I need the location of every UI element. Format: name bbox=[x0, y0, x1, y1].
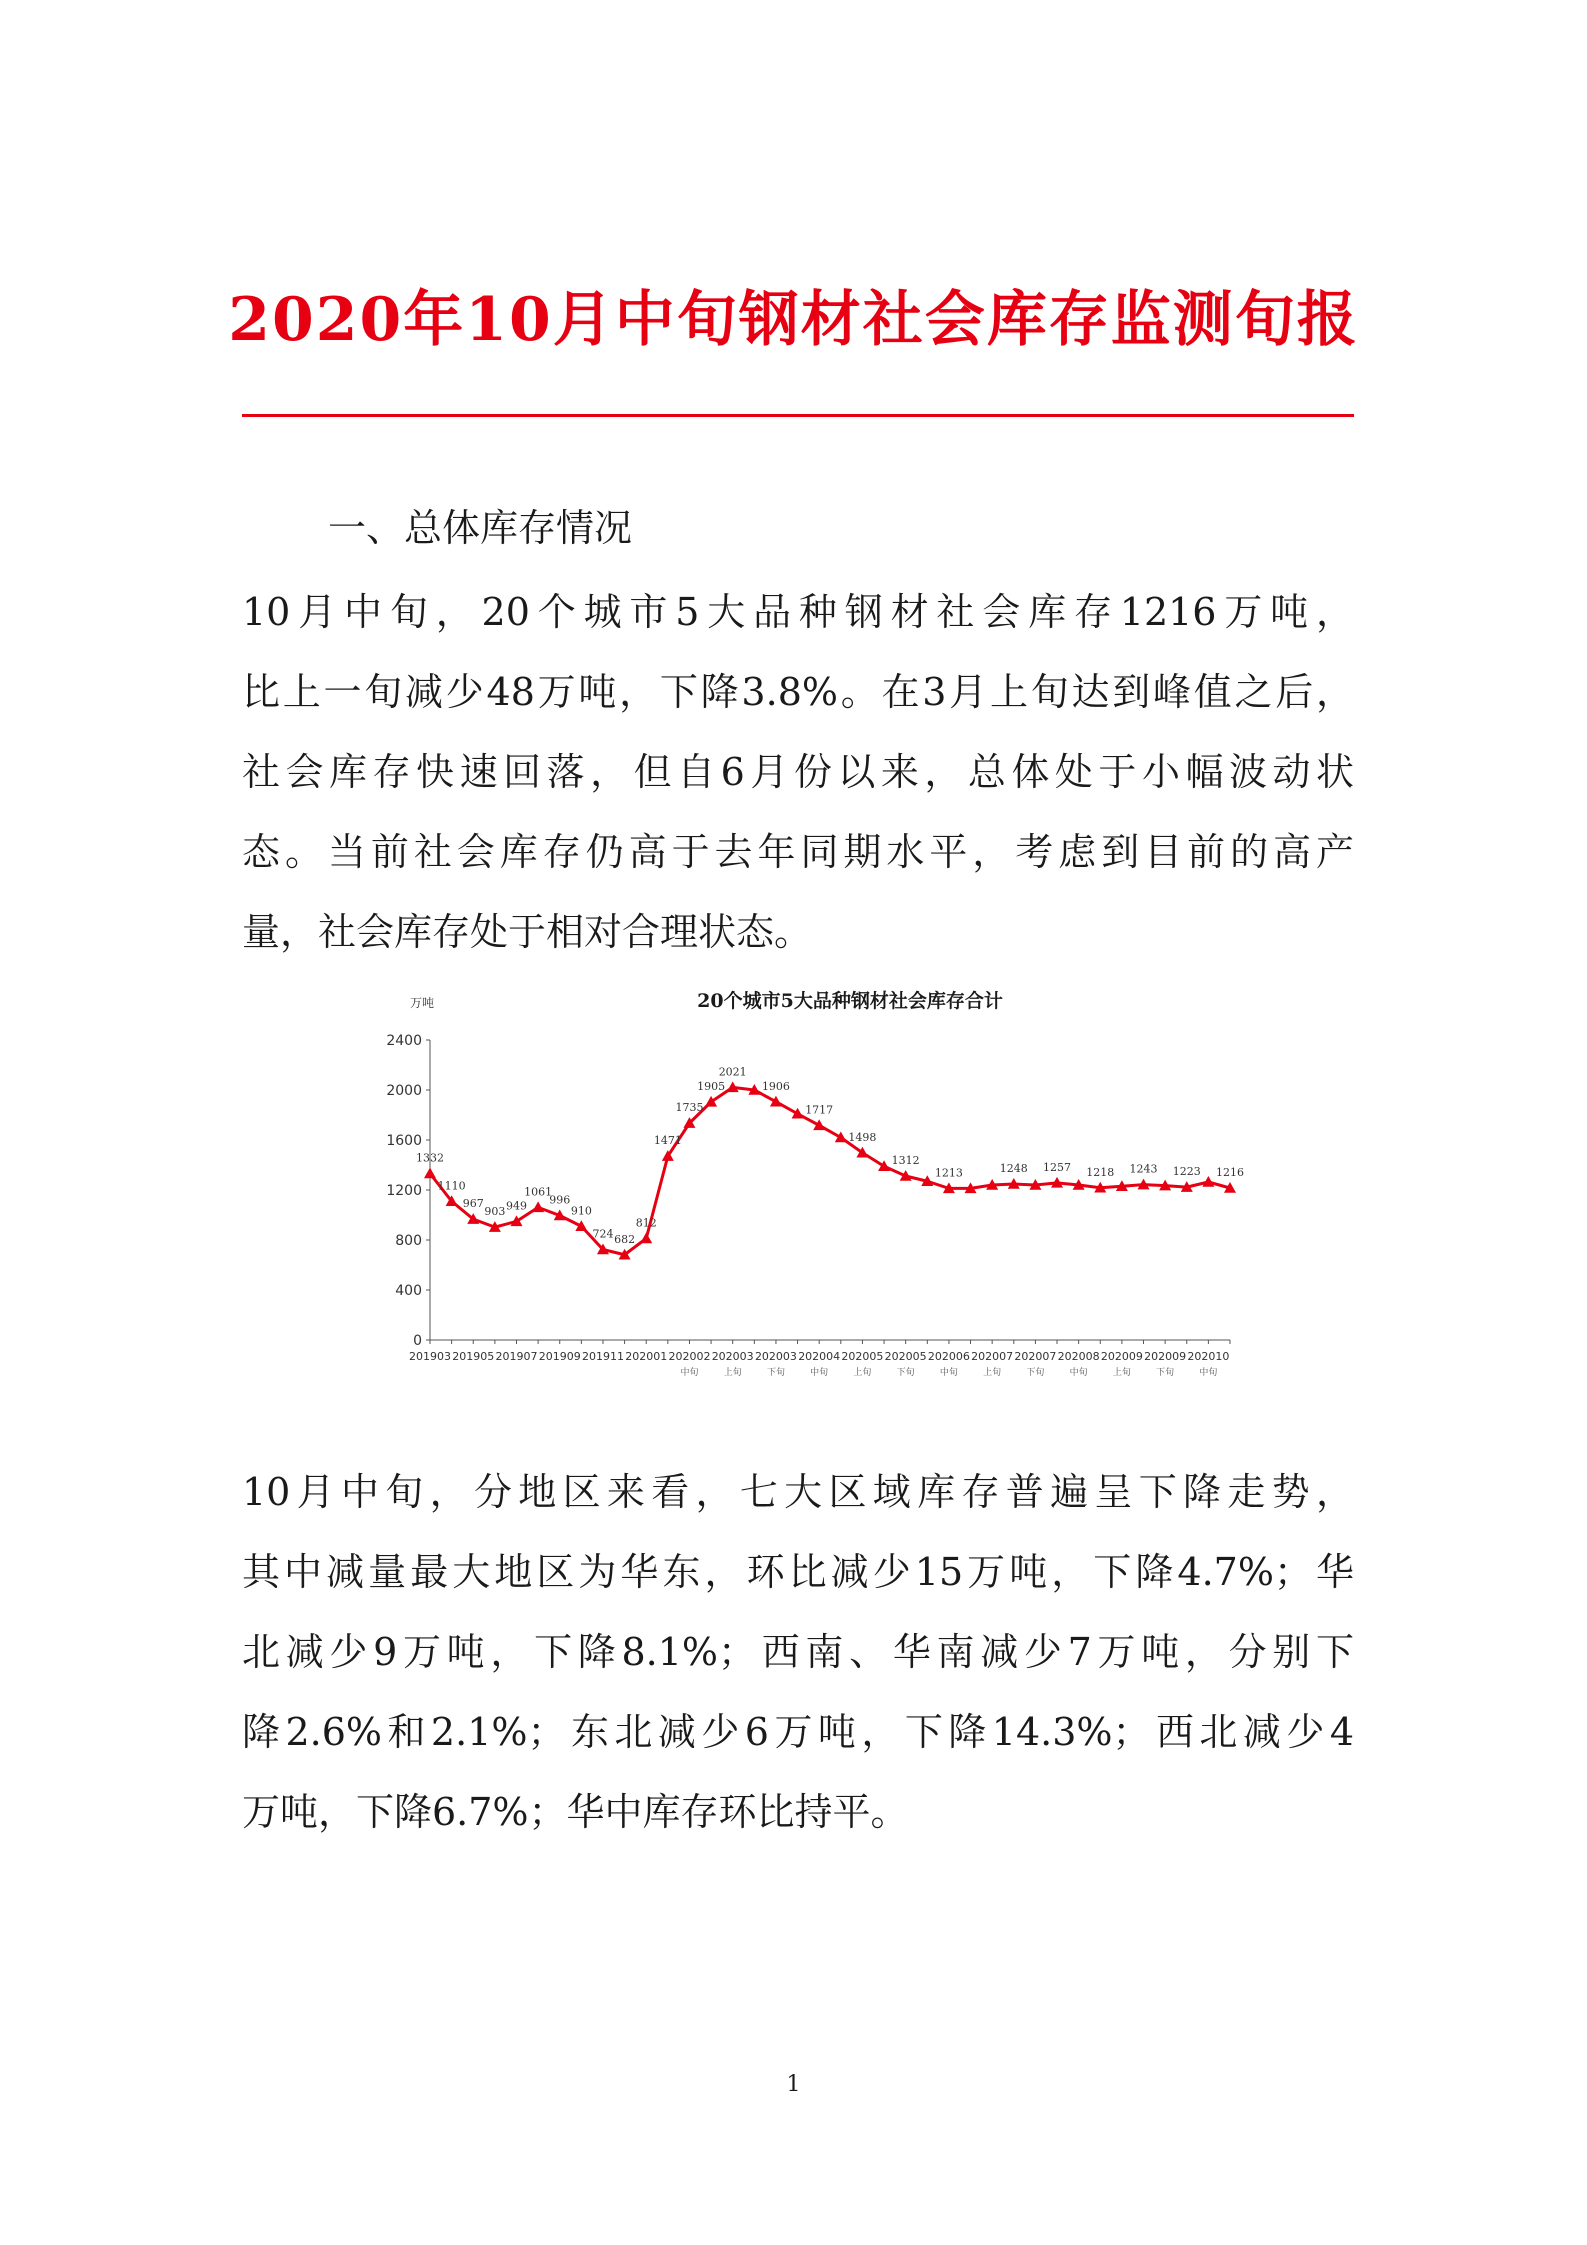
x-tick-label: 202003 bbox=[754, 1350, 797, 1363]
paragraph-line: 社会库存快速回落，但自6月份以来，总体处于小幅波动状 bbox=[242, 750, 1354, 794]
x-tick-label: 201903 bbox=[409, 1350, 451, 1363]
title-divider bbox=[242, 414, 1354, 417]
x-tick-sublabel: 下旬 bbox=[1156, 1368, 1175, 1378]
x-tick-sublabel: 中旬 bbox=[1199, 1368, 1218, 1378]
x-tick-sublabel: 中旬 bbox=[680, 1368, 699, 1378]
x-tick-sublabel: 下旬 bbox=[896, 1368, 915, 1378]
y-tick-label: 1600 bbox=[386, 1133, 422, 1149]
chart-title: 20个城市5大品种钢材社会库存合计 bbox=[697, 990, 1003, 1012]
document-title: 2020年10月中旬钢材社会库存监测旬报 bbox=[228, 285, 1359, 355]
data-label: 1717 bbox=[805, 1103, 834, 1117]
x-tick-label: 202009 bbox=[1144, 1350, 1187, 1363]
x-tick-label: 201905 bbox=[452, 1350, 495, 1363]
data-point-marker bbox=[532, 1201, 544, 1212]
data-point-marker bbox=[792, 1108, 804, 1119]
x-tick-label: 202007 bbox=[1014, 1350, 1057, 1363]
x-tick-label: 202005 bbox=[841, 1350, 884, 1363]
x-tick-sublabel: 中旬 bbox=[1069, 1368, 1088, 1378]
x-tick-label: 201911 bbox=[581, 1350, 624, 1363]
x-tick-sublabel: 上旬 bbox=[853, 1368, 872, 1378]
data-label: 1332 bbox=[416, 1151, 444, 1165]
paragraph-regional-inventory bbox=[242, 1452, 1354, 1852]
chart-y-unit-label: 万吨 bbox=[410, 996, 435, 1010]
y-tick-label: 400 bbox=[395, 1283, 422, 1299]
x-tick-label: 202006 bbox=[927, 1350, 970, 1363]
y-tick-label: 2400 bbox=[386, 1033, 422, 1049]
x-tick-label: 202001 bbox=[625, 1350, 668, 1363]
x-tick-label: 202008 bbox=[1057, 1350, 1100, 1363]
data-label: 910 bbox=[570, 1204, 592, 1218]
data-label: 949 bbox=[505, 1199, 527, 1213]
paragraph-line: 其中减量最大地区为华东，环比减少15万吨，下降4.7%；华 bbox=[242, 1550, 1354, 1594]
x-axis bbox=[409, 1340, 1230, 1378]
data-label: 2021 bbox=[718, 1065, 747, 1079]
data-point-marker bbox=[835, 1132, 847, 1143]
data-point-marker bbox=[640, 1233, 652, 1244]
x-tick-label: 202002 bbox=[668, 1350, 711, 1363]
paragraph-line: 降2.6%和2.1%；东北减少6万吨，下降14.3%；西北减少4 bbox=[242, 1710, 1354, 1754]
data-label: 1061 bbox=[524, 1185, 553, 1199]
data-label: 1218 bbox=[1086, 1165, 1115, 1179]
data-label: 1498 bbox=[848, 1130, 877, 1144]
x-tick-label: 202004 bbox=[798, 1350, 841, 1363]
paragraph-overall-inventory bbox=[242, 572, 1354, 972]
section-heading: 一、总体库存情况 bbox=[328, 506, 633, 550]
data-point-marker bbox=[1202, 1176, 1214, 1187]
x-tick-sublabel: 上旬 bbox=[723, 1368, 742, 1378]
x-tick-sublabel: 下旬 bbox=[766, 1368, 785, 1378]
data-label: 682 bbox=[614, 1232, 636, 1246]
x-tick-label: 202009 bbox=[1100, 1350, 1143, 1363]
chart-svg bbox=[380, 985, 1260, 1390]
data-label: 996 bbox=[549, 1193, 571, 1207]
x-tick-label: 202007 bbox=[971, 1350, 1014, 1363]
paragraph-line: 10月中旬，分地区来看，七大区域库存普遍呈下降走势， bbox=[242, 1470, 1354, 1514]
paragraph-line: 北减少9万吨，下降8.1%；西南、华南减少7万吨，分别下 bbox=[242, 1630, 1354, 1674]
paragraph-line: 态。当前社会库存仍高于去年同期水平，考虑到目前的高产 bbox=[242, 830, 1354, 874]
paragraph-line: 万吨，下降6.7%；华中库存环比持平。 bbox=[242, 1790, 909, 1834]
paragraph-line: 比上一旬减少48万吨，下降3.8%。在3月上旬达到峰值之后， bbox=[242, 670, 1354, 714]
y-tick-label: 800 bbox=[395, 1233, 422, 1249]
y-tick-label: 0 bbox=[413, 1333, 422, 1349]
data-label: 903 bbox=[484, 1205, 506, 1219]
inventory-line-chart bbox=[380, 985, 1260, 1390]
data-label: 1248 bbox=[999, 1162, 1028, 1175]
x-tick-label: 202005 bbox=[884, 1350, 927, 1363]
data-label: 1471 bbox=[653, 1134, 682, 1148]
paragraph-line: 10月中旬，20个城市5大品种钢材社会库存1216万吨， bbox=[242, 590, 1354, 634]
paragraph-line: 量，社会库存处于相对合理状态。 bbox=[242, 910, 813, 954]
x-tick-sublabel: 上旬 bbox=[983, 1368, 1002, 1378]
data-label: 1906 bbox=[761, 1079, 790, 1093]
x-tick-sublabel: 中旬 bbox=[810, 1368, 829, 1378]
data-label: 1213 bbox=[934, 1166, 963, 1180]
x-tick-sublabel: 上旬 bbox=[1112, 1368, 1131, 1378]
x-tick-sublabel: 下旬 bbox=[1026, 1368, 1045, 1378]
data-label: 812 bbox=[635, 1216, 657, 1230]
data-label: 1312 bbox=[891, 1154, 920, 1167]
y-tick-label: 2000 bbox=[386, 1083, 422, 1099]
page-number: 1 bbox=[786, 2072, 801, 2097]
data-label: 1216 bbox=[1216, 1166, 1244, 1179]
data-label: 1243 bbox=[1129, 1162, 1158, 1176]
data-label: 1110 bbox=[437, 1179, 466, 1193]
data-label: 1223 bbox=[1172, 1165, 1201, 1179]
data-label: 1257 bbox=[1043, 1160, 1072, 1174]
x-tick-sublabel: 中旬 bbox=[939, 1368, 958, 1378]
y-axis bbox=[386, 1033, 430, 1349]
x-tick-label: 202010 bbox=[1187, 1350, 1230, 1363]
data-label: 1905 bbox=[697, 1079, 726, 1093]
x-tick-label: 201909 bbox=[538, 1350, 581, 1363]
data-point-marker bbox=[424, 1168, 436, 1179]
y-tick-label: 1200 bbox=[386, 1183, 422, 1199]
data-label: 967 bbox=[462, 1197, 484, 1211]
data-labels bbox=[416, 1065, 1244, 1245]
x-tick-label: 202003 bbox=[711, 1350, 754, 1363]
data-label: 724 bbox=[592, 1227, 614, 1241]
x-tick-label: 201907 bbox=[495, 1350, 538, 1363]
data-label: 1735 bbox=[675, 1101, 704, 1115]
